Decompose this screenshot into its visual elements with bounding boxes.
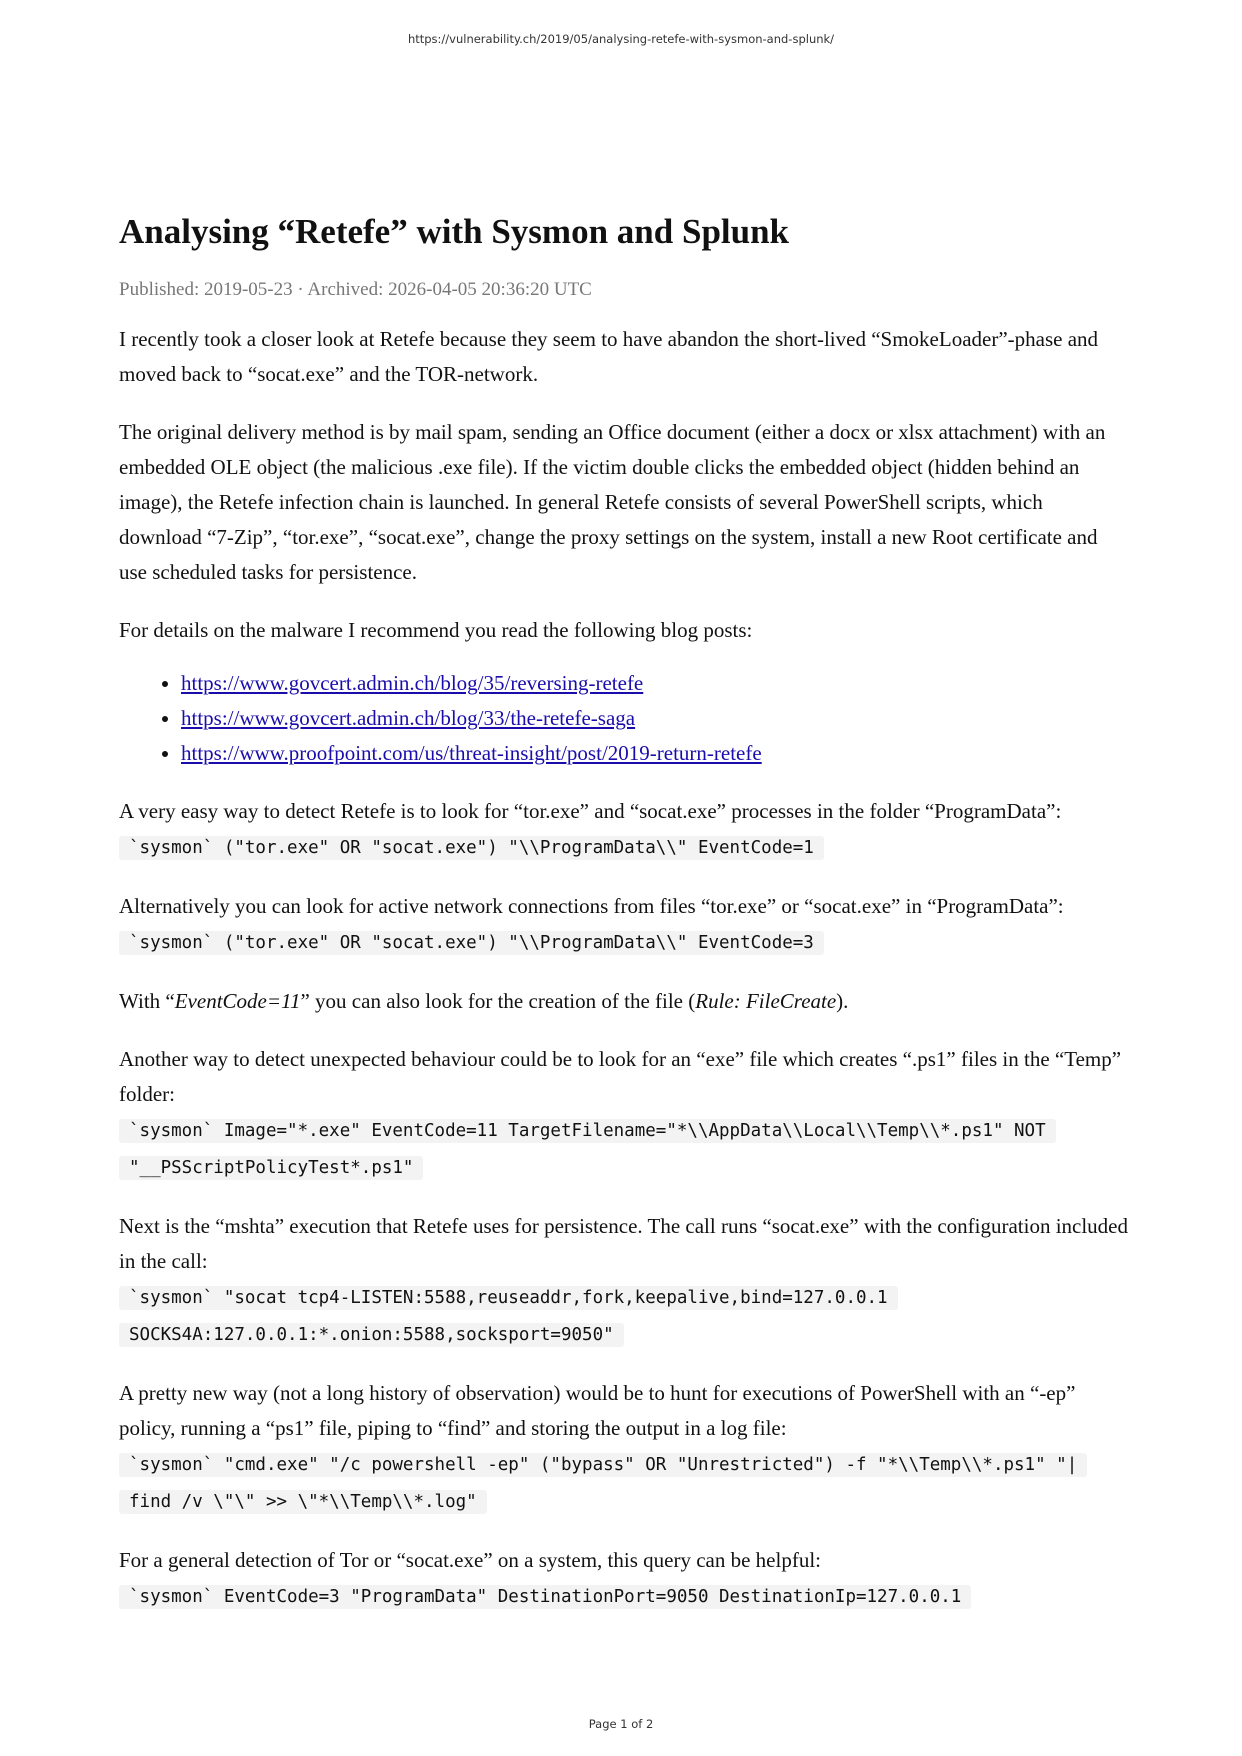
mshta-text: Next is the “mshta” execution that Retefe uses for persistence. The call runs “socat.exe” with the configuration included in the call: bbox=[119, 1214, 1129, 1273]
filecreate-paragraph bbox=[119, 984, 1129, 1019]
article bbox=[119, 210, 1129, 1615]
page-number: Page 1 of 2 bbox=[588, 1717, 654, 1731]
code-block bbox=[119, 1578, 1129, 1615]
query-tor-code: `sysmon` EventCode=3 "ProgramData" DestinationPort=9050 DestinationIp=127.0.0.1 bbox=[119, 1585, 971, 1609]
text-segment: With “ bbox=[119, 989, 175, 1013]
link-proofpoint-return-retefe[interactable]: https://www.proofpoint.com/us/threat-insight/post/2019-return-retefe bbox=[181, 741, 762, 765]
details-paragraph: For details on the malware I recommend you read the following blog posts: bbox=[119, 618, 753, 642]
powershell-text: A pretty new way (not a long history of observation) would be to hunt for executions of PowerShell with an “-ep” policy, running a “ps1” file, piping to “find” and storing the output in a log file: bbox=[119, 1381, 1076, 1440]
detect-process-text: A very easy way to detect Retefe is to look for “tor.exe” and “socat.exe” processes in the folder “ProgramData”: bbox=[119, 799, 1062, 823]
link-reversing-retefe[interactable]: https://www.govcert.admin.ch/blog/35/reversing-retefe bbox=[181, 671, 644, 695]
code-block bbox=[119, 924, 1129, 961]
query-network-code: `sysmon` ("tor.exe" OR "socat.exe") "\\ProgramData\\" EventCode=3 bbox=[119, 931, 824, 955]
link-retefe-saga[interactable]: https://www.govcert.admin.ch/blog/33/the-retefe-saga bbox=[181, 706, 636, 730]
code-block bbox=[119, 1112, 1129, 1186]
list-item bbox=[181, 736, 1129, 771]
text-segment: ). bbox=[836, 989, 849, 1013]
list-item bbox=[181, 701, 1129, 736]
general-detection-text: For a general detection of Tor or “socat.exe” on a system, this query can be helpful: bbox=[119, 1548, 821, 1572]
query-powershell-code: `sysmon` "cmd.exe" "/c powershell -ep" ("bypass" OR "Unrestricted") -f "*\\Temp\\*.ps1" "| find /v \"\" >> \"*\\Temp\\*.log" bbox=[119, 1453, 1087, 1514]
page-url-header: https://vulnerability.ch/2019/05/analysing-retefe-with-sysmon-and-splunk/ bbox=[407, 32, 835, 46]
blog-links-list bbox=[119, 666, 1129, 771]
query-socat-code: `sysmon` "socat tcp4-LISTEN:5588,reuseaddr,fork,keepalive,bind=127.0.0.1 SOCKS4A:127.0.0.1:*.onion:5588,socksport=9050" bbox=[119, 1286, 898, 1347]
text-segment: ” you can also look for the creation of the file ( bbox=[300, 989, 696, 1013]
list-item bbox=[181, 666, 1129, 701]
delivery-paragraph: The original delivery method is by mail spam, sending an Office document (either a docx or xlsx attachment) with an embedded OLE object (the malicious .exe file). If the victim double clicks the embedded object (hidden behind an image), the Retefe infection chain is launched. In general Retefe consists of several PowerShell scripts, which download “7-Zip”, “tor.exe”, “socat.exe”, change the proxy settings on the system, install a new Root certificate and use scheduled tasks for persistence. bbox=[119, 420, 1106, 584]
rule-emphasis: Rule: FileCreate bbox=[695, 989, 837, 1013]
query-temp-ps1-code: `sysmon` Image="*.exe" EventCode=11 TargetFilename="*\\AppData\\Local\\Temp\\*.ps1" NOT "__PSScriptPolicyTest*.ps1" bbox=[119, 1119, 1056, 1180]
detect-network-text: Alternatively you can look for active network connections from files “tor.exe” or “socat.exe” in “ProgramData”: bbox=[119, 894, 1064, 918]
eventcode-emphasis: EventCode=11 bbox=[174, 989, 301, 1013]
code-block bbox=[119, 1446, 1129, 1520]
temp-folder-text: Another way to detect unexpected behaviour could be to look for an “exe” file which creates “.ps1” files in the “Temp” folder: bbox=[119, 1047, 1122, 1106]
intro-paragraph: I recently took a closer look at Retefe because they seem to have abandon the short-lived “SmokeLoader”-phase and moved back to “socat.exe” and the TOR-network. bbox=[119, 327, 1099, 386]
query-process-code: `sysmon` ("tor.exe" OR "socat.exe") "\\ProgramData\\" EventCode=1 bbox=[119, 836, 824, 860]
article-title: Analysing “Retefe” with Sysmon and Splunk bbox=[119, 212, 790, 251]
code-block bbox=[119, 1279, 1129, 1353]
code-block bbox=[119, 829, 1129, 866]
publish-meta: Published: 2019-05-23 · Archived: 2026-04-05 20:36:20 UTC bbox=[119, 279, 592, 300]
